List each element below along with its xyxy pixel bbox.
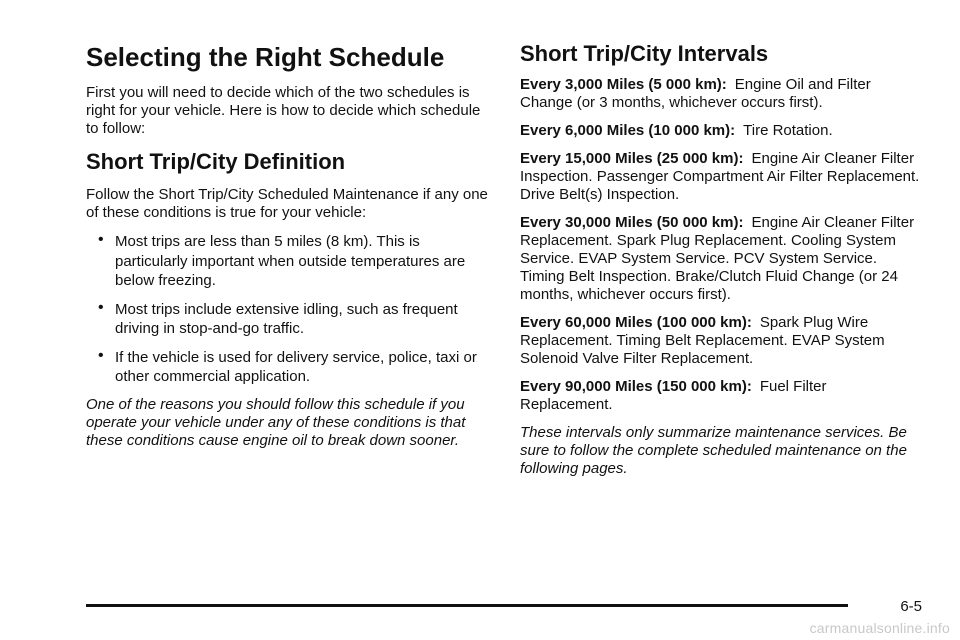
interval-item xyxy=(520,378,920,414)
interval-text: Engine Air Cleaner Filter Inspection. Passenger Compartment Air Filter Replacement. Drive Belt(s) Inspection. xyxy=(520,150,920,203)
interval-item xyxy=(520,314,920,368)
interval-text: Spark Plug Wire Replacement. Timing Belt Replacement. EVAP System Solenoid Valve Filter Replacement. xyxy=(520,314,885,367)
page-number: 6-5 xyxy=(900,598,922,615)
interval-label: Every 30,000 Miles (50 000 km): xyxy=(520,214,744,231)
interval-label: Every 90,000 Miles (150 000 km): xyxy=(520,378,752,395)
list-item: • Most trips include extensive idling, such as frequent driving in stop-and-go traffic. xyxy=(86,300,496,339)
intervals-note: These intervals only summarize maintenance services. Be sure to follow the complete scheduled maintenance on the following pages. xyxy=(520,424,907,477)
definition-paragraph: Follow the Short Trip/City Scheduled Maintenance if any one of these conditions is true for your vehicle: xyxy=(86,186,488,221)
conditions-list xyxy=(86,232,496,387)
interval-label: Every 6,000 Miles (10 000 km): xyxy=(520,122,736,139)
interval-text: Fuel Filter Replacement. xyxy=(520,378,827,413)
right-column xyxy=(520,40,920,478)
footer-divider xyxy=(86,604,848,607)
interval-text: Engine Oil and Filter Change (or 3 months, whichever occurs first). xyxy=(520,76,871,111)
interval-text: Engine Air Cleaner Filter Replacement. Spark Plug Replacement. Cooling System Service. EVAP System Service. PCV System Service. Timing Belt Inspection. Brake/Clutch Fluid Change (or 24 months, whichever occurs first). xyxy=(520,214,915,303)
left-column xyxy=(86,40,496,450)
page-title: Selecting the Right Schedule xyxy=(86,42,445,72)
interval-item xyxy=(520,214,920,304)
interval-item xyxy=(520,122,920,140)
list-item: • If the vehicle is used for delivery service, police, taxi or other commercial application. xyxy=(86,348,496,387)
interval-label: Every 3,000 Miles (5 000 km): xyxy=(520,76,727,93)
interval-label: Every 60,000 Miles (100 000 km): xyxy=(520,314,752,331)
schedule-note: One of the reasons you should follow this schedule if you operate your vehicle under any of these conditions is that these conditions cause engine oil to break down sooner. xyxy=(86,395,466,449)
definition-heading: Short Trip/City Definition xyxy=(86,149,346,174)
watermark-text: carmanualsonline.info xyxy=(809,620,950,636)
interval-text: Tire Rotation. xyxy=(743,122,833,139)
interval-item xyxy=(520,150,920,204)
interval-item xyxy=(520,76,920,112)
intro-paragraph: First you will need to decide which of the two schedules is right for your vehicle. Here is how to decide which schedule to follow: xyxy=(86,84,481,137)
list-item: • Most trips are less than 5 miles (8 km). This is particularly important when outside temperatures are below freezing. xyxy=(86,232,496,291)
interval-label: Every 15,000 Miles (25 000 km): xyxy=(520,150,744,167)
intervals-heading: Short Trip/City Intervals xyxy=(520,41,769,66)
